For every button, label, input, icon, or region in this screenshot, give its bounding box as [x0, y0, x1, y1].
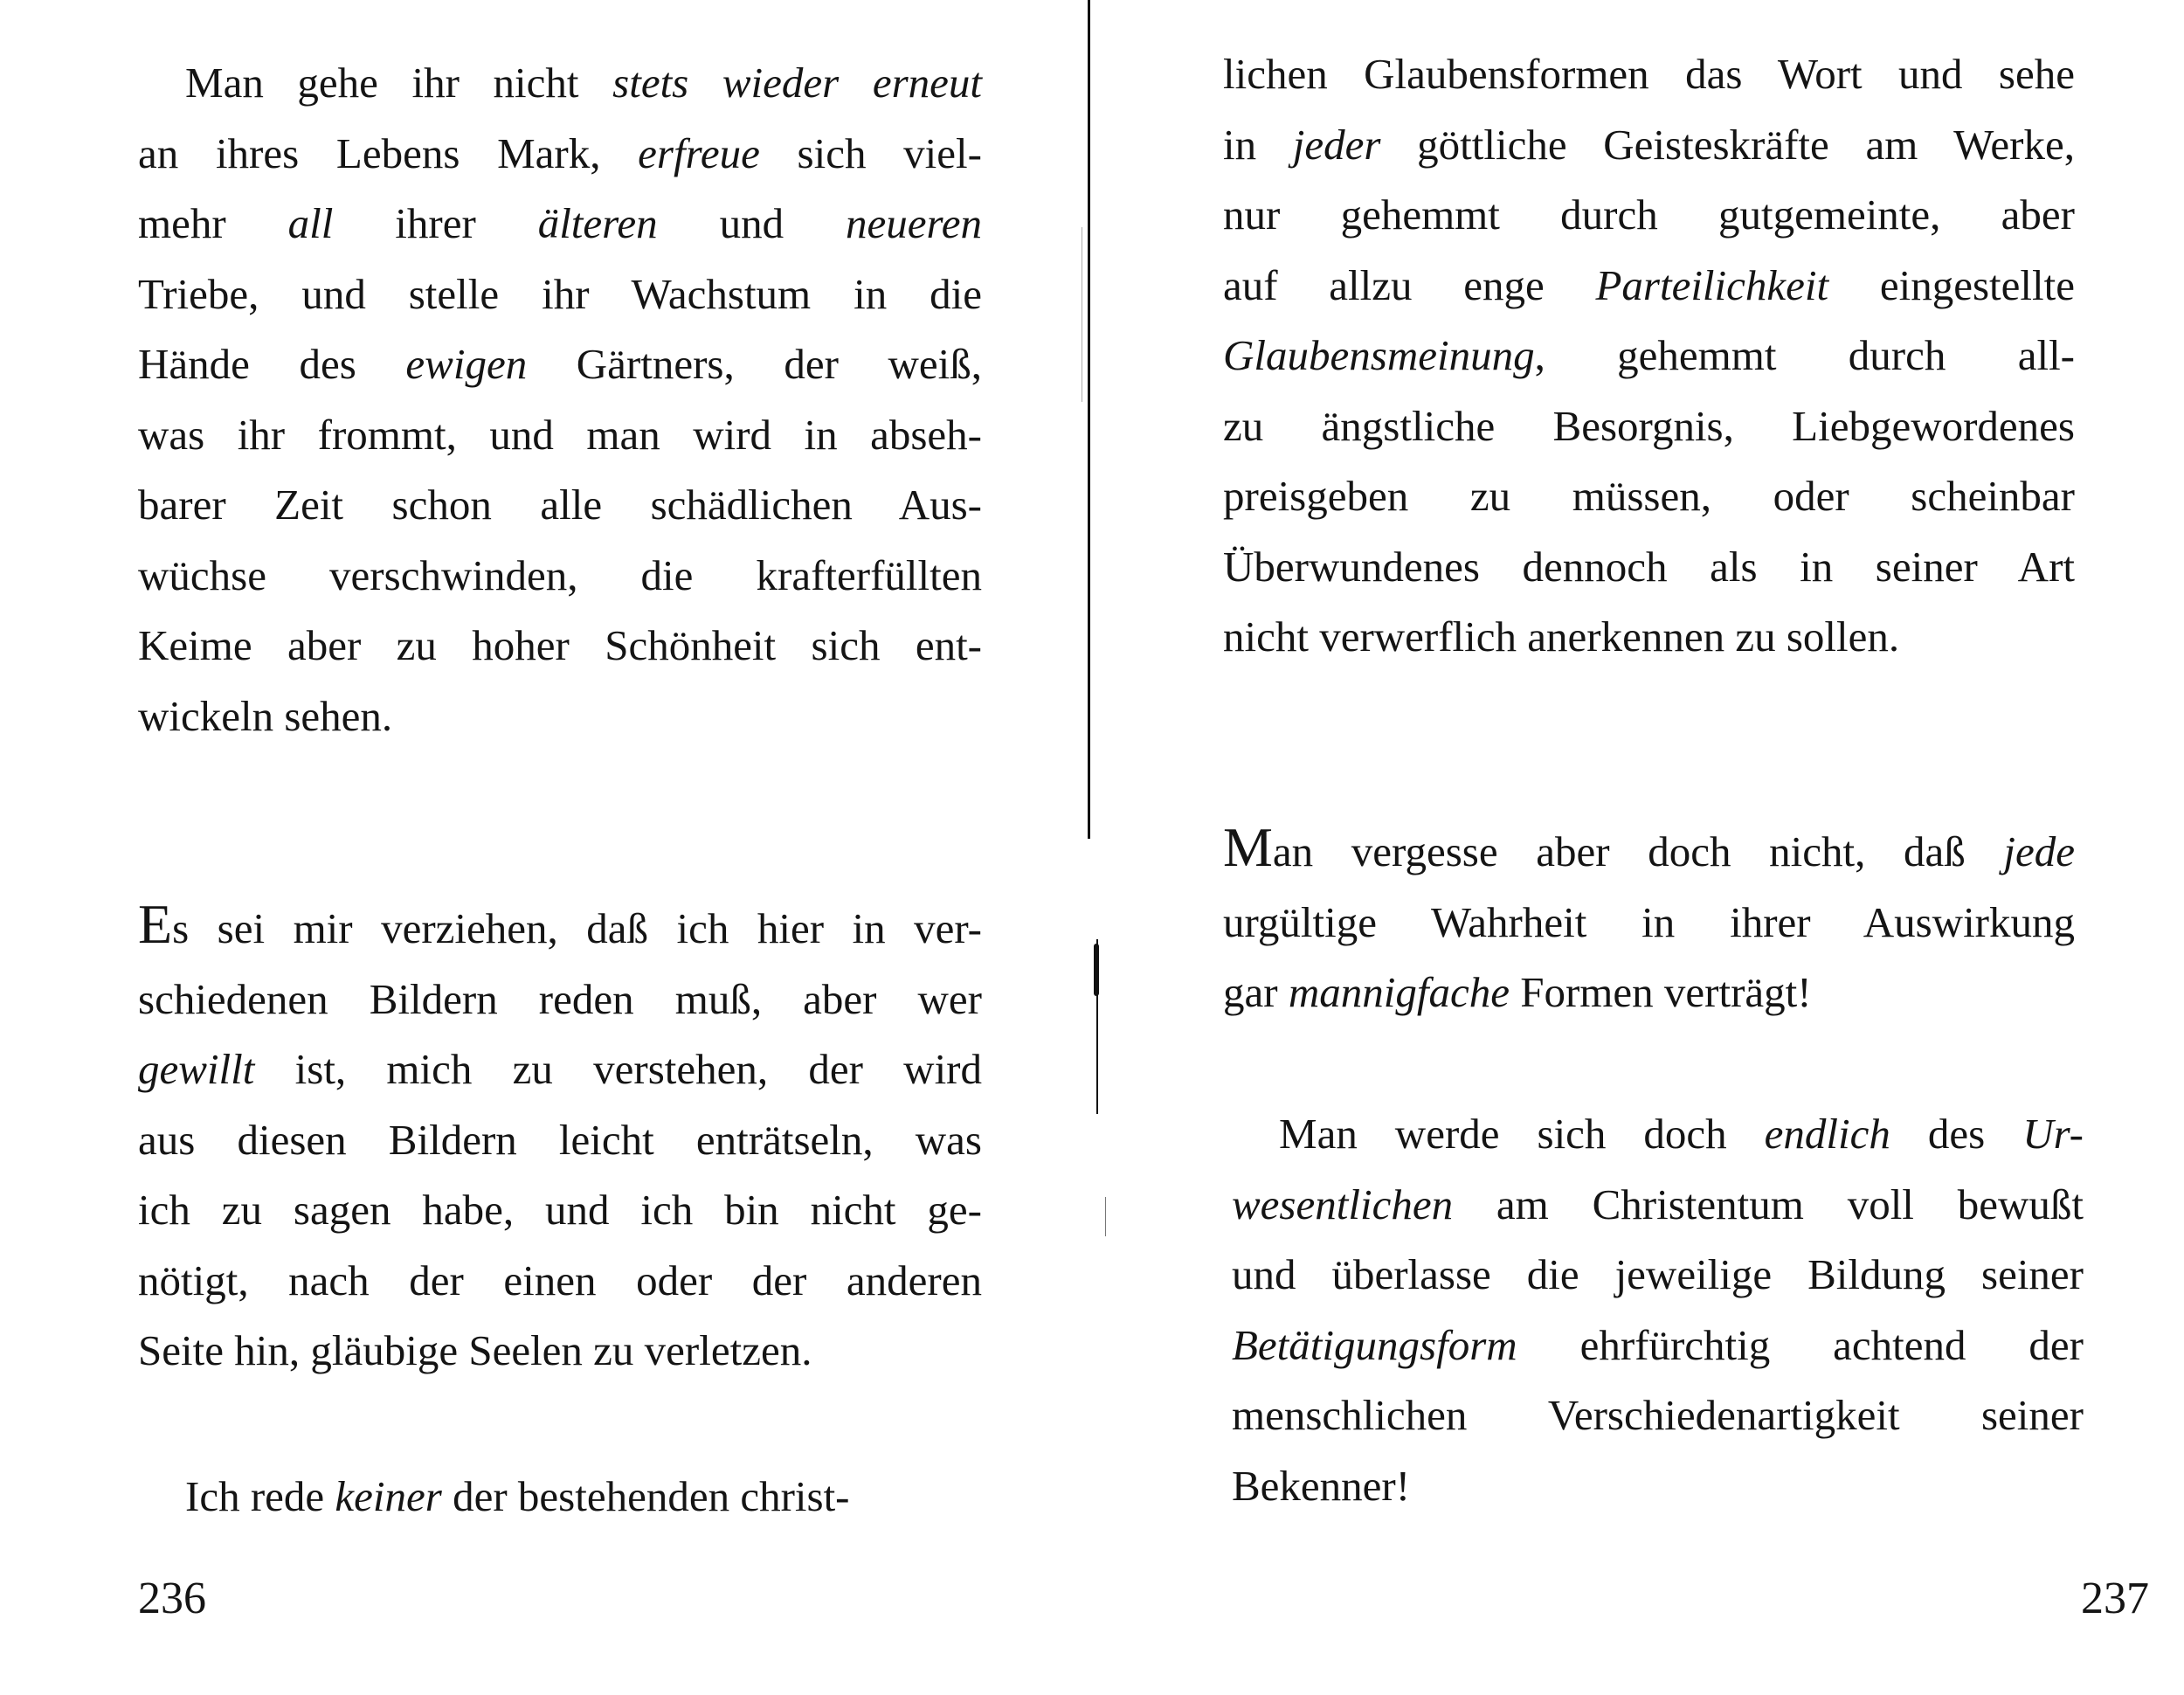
text-line: auf allzu enge Parteilichkeit eingestellte — [1223, 260, 2075, 309]
text-line: Keime aber zu hoher Schönheit sich ent- — [138, 621, 982, 669]
text-line: gar mannigfache Formen verträgt! — [1223, 968, 1812, 1016]
paragraph — [1223, 817, 2075, 1028]
text-line: ich zu sagen habe, und ich bin nicht ge- — [138, 1186, 982, 1234]
text-line: Man werde sich doch endlich des Ur- — [1279, 1110, 2084, 1158]
paragraph — [138, 894, 982, 1387]
text-line: zu ängstliche Besorgnis, Liebgewordenes — [1223, 401, 2075, 450]
text-line: Glaubensmeinung, gehemmt durch all- — [1223, 331, 2075, 379]
text-line: Hände des ewigen Gärtners, der weiß, — [138, 340, 983, 388]
text-line: wesentlichen am Christentum voll bewußt — [1232, 1180, 2084, 1228]
paragraph — [1232, 1099, 2084, 1521]
text-line: preisgeben zu müssen, oder scheinbar — [1223, 472, 2075, 520]
text-line: mehr all ihrer älteren und neueren — [138, 199, 983, 247]
text-line: an ihres Lebens Mark, erfreue sich viel- — [138, 128, 982, 177]
book-gutter-line — [1088, 0, 1090, 839]
text-line: wickeln sehen. — [138, 691, 393, 740]
text-line: nötigt, nach der einen oder der anderen — [138, 1256, 982, 1304]
right-page — [1101, 0, 2184, 1695]
text-line: menschlichen Verschiedenartigkeit seiner — [1232, 1391, 2084, 1439]
left-page — [0, 0, 1083, 1695]
text-line: wüchse verschwinden, die krafterfüllten — [138, 550, 982, 599]
text-line: Triebe, und stelle ihr Wachstum in die — [138, 269, 982, 318]
text-line: nur gehemmt durch gutgemeinte, aber — [1223, 190, 2075, 239]
text-line: in jeder göttliche Geisteskräfte am Werke, — [1223, 120, 2075, 169]
text-line: Betätigungsform ehrfürchtig achtend der — [1232, 1320, 2084, 1369]
text-line: Man vergesse aber doch nicht, daß jede — [1223, 816, 2075, 878]
text-line: Bekenner! — [1232, 1461, 1411, 1510]
text-line: Seite hin, gläubige Seelen zu verletzen. — [138, 1326, 812, 1374]
paragraph — [1223, 39, 2075, 673]
paragraph — [138, 1462, 982, 1532]
text-line: schiedenen Bildern reden muß, aber wer — [138, 974, 982, 1023]
text-line: Überwundenes dennoch als in seiner Art — [1223, 542, 2075, 591]
text-line: lichen Glaubensformen das Wort und sehe — [1223, 50, 2075, 98]
text-line: gewillt ist, mich zu verstehen, der wird — [138, 1045, 982, 1093]
text-line: Es sei mir verziehen, daß ich hier in ver- — [138, 893, 982, 955]
book-gutter-mark — [1094, 944, 1099, 996]
text-line: Man gehe ihr nicht stets wieder erneut — [185, 59, 982, 107]
text-line: barer Zeit schon alle schädlichen Aus- — [138, 481, 982, 529]
text-line: was ihr frommt, und man wird in abseh- — [138, 410, 982, 459]
page-number: 237 — [2081, 1574, 2149, 1623]
page-number: 236 — [138, 1574, 206, 1623]
text-line: aus diesen Bildern leicht enträtseln, was — [138, 1115, 982, 1164]
text-line: urgültige Wahrheit in ihrer Auswirkung — [1223, 897, 2075, 946]
text-line: und überlasse die jeweilige Bildung seiner — [1232, 1250, 2084, 1298]
text-line: nicht verwerflich anerkennen zu sollen. — [1223, 612, 1900, 661]
paragraph — [138, 48, 982, 751]
text-line: Ich rede keiner der bestehenden christ- — [185, 1472, 850, 1520]
